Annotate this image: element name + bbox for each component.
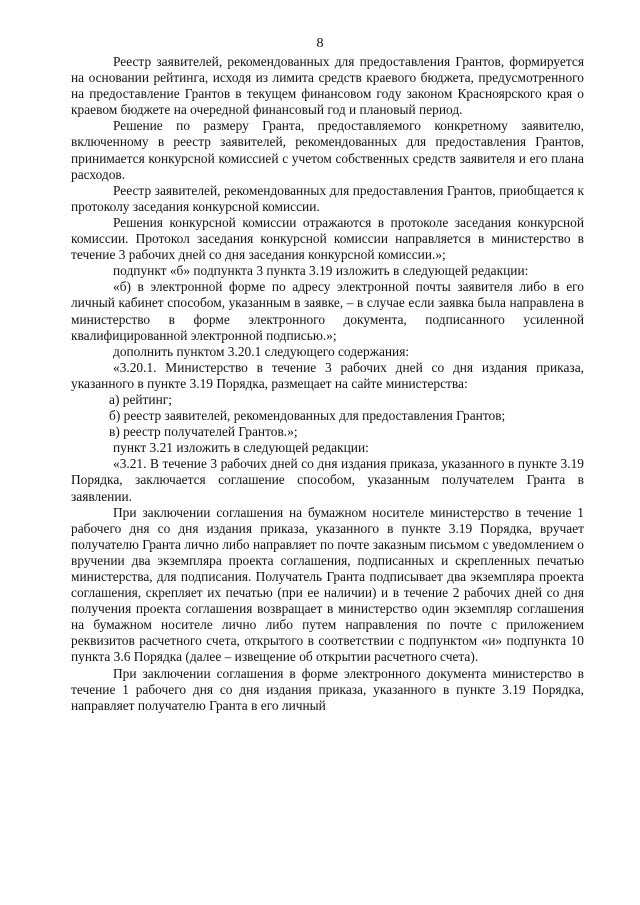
document-body: [71, 54, 584, 714]
paragraph-add-point-3-20-1: дополнить пунктом 3.20.1 следующего содержания:: [113, 343, 410, 359]
paragraph-paper-agreement: При заключении соглашения на бумажном носителе министерство в течение 1 рабочего дня со дня издания приказа, указанного в пункте 3.19 Порядка, вручает получателю Гранта лично либо направляет по почте заказным письмом с уведомлением о вручении два экземпляра проекта соглашения, подписанных и скрепленных печатью министерства, для подписания. Получатель Гранта подписывает два экземпляра проекта соглашения, скрепляет их печатью (при ее наличии) и в течение 2 рабочих дней со дня получения проекта соглашения возвращает в министерство один экземпляр соглашения на бумажном носителе лично либо путем направления по почте с приложением реквизитов расчетного счета, открытого в соответствии с подпунктом «и» подпункта 10 пункта 3.6 Порядка (далее – извещение об открытии расчетного счета).: [71, 504, 584, 665]
paragraph-commission-decisions: Решения конкурсной комиссии отражаются в протоколе заседания конкурсной комиссии. Протокол заседания конкурсной комиссии направляется в министерство в течение 3 рабочих дней со дня заседания конкурсной комиссии.»;: [71, 214, 584, 263]
paragraph-amend-point-3-21: пункт 3.21 изложить в следующей редакции:: [113, 440, 369, 456]
paragraph-registry-formation: Реестр заявителей, рекомендованных для предоставления Грантов, формируется на основании рейтинга, исходя из лимита средств краевого бюджета, предусмотренного на предоставление Грантов в текущем финансовом году законом Красноярского края о краевом бюджете на очередной финансовый год и плановый период.: [71, 54, 584, 118]
list-item-rating: а) рейтинг;: [109, 391, 172, 407]
list-item-recommended-registry: б) реестр заявителей, рекомендованных для предоставления Грантов;: [109, 408, 506, 424]
paragraph-point-3-21-text: «3.21. В течение 3 рабочих дней со дня издания приказа, указанного в пункте 3.19 Порядка, заключается соглашение способом, указанным получателем Гранта в заявлении.: [71, 456, 584, 504]
list-item-recipients-registry: в) реестр получателей Грантов.»;: [109, 424, 298, 440]
paragraph-grant-size-decision: Решение по размеру Гранта, предоставляемого конкретному заявителю, включенному в реестр заявителей, рекомендованных для предоставления Грантов, принимается конкурсной комиссией с учетом собственных средств заявителя и его плана расходов.: [71, 118, 584, 182]
paragraph-subpoint-b-text: «б) в электронной форме по адресу электронной почты заявителя либо в его личный кабинет способом, указанным в заявке, – в случае если заявка была направлена в министерство в форме электронного документа, подписанного усиленной квалифицированной электронной подписью.»;: [71, 279, 584, 343]
page-number: 8: [316, 36, 324, 51]
paragraph-registry-attached: Реестр заявителей, рекомендованных для предоставления Грантов, приобщается к протоколу заседания конкурсной комиссии.: [71, 182, 584, 214]
paragraph-point-3-20-1-text: «3.20.1. Министерство в течение 3 рабочих дней со дня издания приказа, указанного в пункте 3.19 Порядка, размещает на сайте министерства:: [71, 359, 584, 391]
paragraph-amend-subpoint-b: подпункт «б» подпункта 3 пункта 3.19 изложить в следующей редакции:: [113, 263, 529, 279]
paragraph-electronic-agreement: При заключении соглашения в форме электронного документа министерство в течение 1 рабочего дня со дня издания приказа, указанного в пункте 3.19 Порядка, направляет получателю Гранта в его личный: [71, 665, 584, 713]
